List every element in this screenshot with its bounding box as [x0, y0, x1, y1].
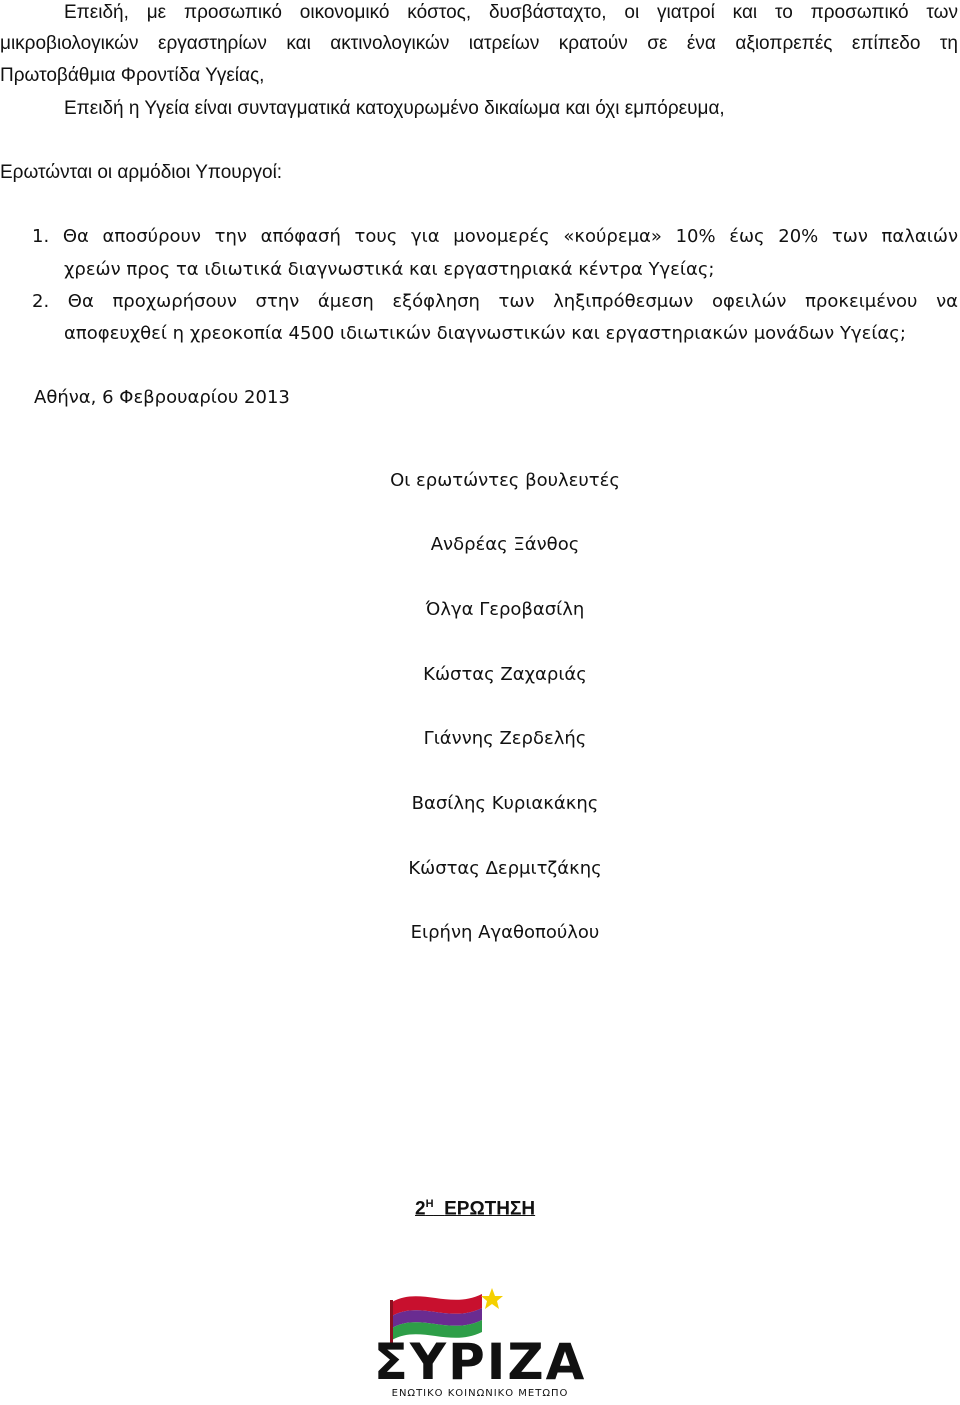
- question-intro: Ερωτώνται οι αρμόδιοι Υπουργοί:: [0, 162, 283, 183]
- signer-name: Γιάννης Ζερδελής: [423, 728, 587, 749]
- question-1-line-1: 1. Θα αποσύρουν την απόφασή τους για μονομερές «κούρεμα» 10% έως 20% των παλαιών: [32, 226, 958, 247]
- document-date: Αθήνα, 6 Φεβρουαρίου 2013: [34, 387, 290, 408]
- intro-line-1: Επειδή, με προσωπικό οικονομικό κόστος, δυσβάσταχτο, οι γιατροί και το προσωπικό των: [64, 2, 958, 23]
- question-2-line-2: αποφευχθεί η χρεοκοπία 4500 ιδιωτικών διαγνωστικών και εργαστηριακών μονάδων Υγείας;: [64, 323, 906, 344]
- signer-name: Ειρήνη Αγαθοπούλου: [410, 922, 600, 943]
- second-question-superscript: Η: [425, 1198, 434, 1210]
- signer-name: Όλγα Γεροβασίλη: [425, 599, 585, 620]
- intro-line-3: Πρωτοβάθμια Φροντίδα Υγείας,: [0, 65, 265, 86]
- signer-name: Ανδρέας Ξάνθος: [430, 534, 580, 555]
- question-1-line-2: χρεών προς τα ιδιωτικά διαγνωστικά και εργαστηριακά κέντρα Υγείας;: [64, 259, 715, 280]
- second-question-label: ΕΡΩΤΗΣΗ: [444, 1198, 536, 1220]
- signer-name: Κώστας Ζαχαριάς: [423, 664, 587, 685]
- second-question-number: 2: [415, 1198, 426, 1220]
- second-question-heading: [415, 1198, 535, 1220]
- signers-heading: Οι ερωτώντες βουλευτές: [390, 470, 620, 491]
- question-2-line-1: 2. Θα προχωρήσουν στην άμεση εξόφληση των ληξιπρόθεσμων οφειλών προκειμένου να: [32, 291, 958, 312]
- signer-name: Κώστας Δερμιτζάκης: [408, 858, 602, 879]
- party-logo-name: ΣΥΡΙΖΑ: [373, 1333, 587, 1391]
- party-logo-subtitle: ΕΝΩΤΙΚΟ ΚΟΙΝΩΝΙΚΟ ΜΕΤΩΠΟ: [391, 1388, 569, 1399]
- intro-line-2: μικροβιολογικών εργαστηρίων και ακτινολογικών ιατρείων κρατούν σε ένα αξιοπρεπές επίπεδο τη: [0, 33, 958, 54]
- intro-line-4: Επειδή η Υγεία είναι συνταγματικά κατοχυρωμένο δικαίωμα και όχι εμπόρευμα,: [64, 98, 725, 119]
- party-logo: [360, 1280, 600, 1401]
- signer-name: Βασίλης Κυριακάκης: [411, 793, 599, 814]
